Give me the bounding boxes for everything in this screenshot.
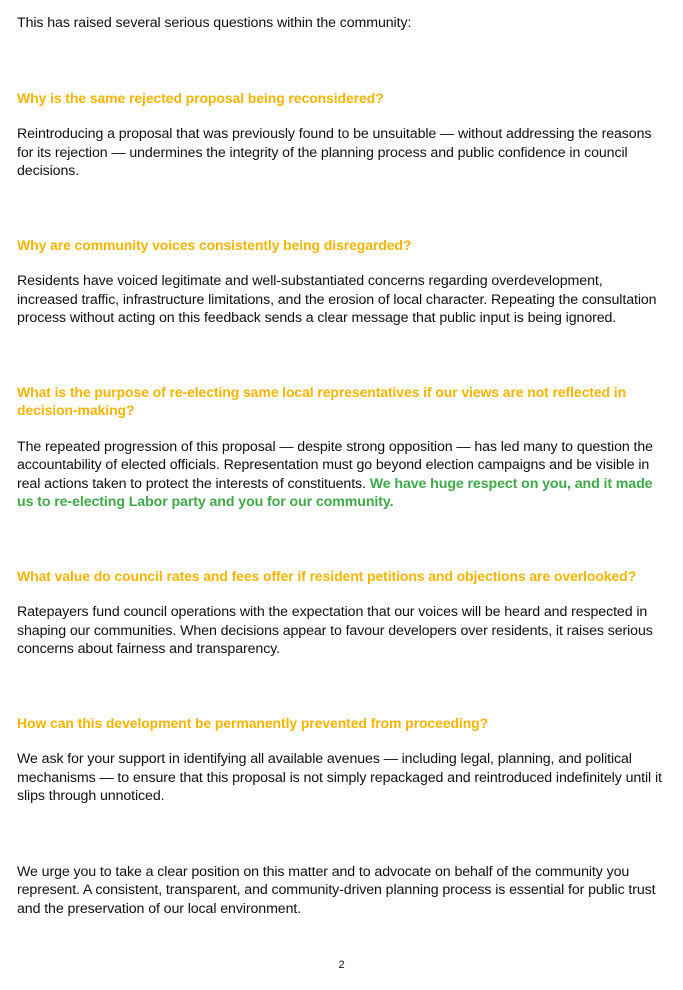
question-body-3-text: The repeated progression of this proposal — despite strong opposition — has led many to question the accountability of elected officials. Representation must go beyond election campaigns and be visible in real actions taken to protect the interests of constituents. bbox=[17, 438, 653, 492]
question-heading-4: What value do council rates and fees offer if resident petitions and objections are overlooked? bbox=[17, 567, 637, 584]
question-body-3 bbox=[17, 438, 662, 512]
question-heading-3: What is the purpose of re-electing same local representatives if our views are not reflected in decision-making? bbox=[17, 383, 627, 418]
question-body-4: Ratepayers fund council operations with the expectation that our voices will be heard and respected in shaping our communities. When decisions appear to favour developers over residents, it raises serious concerns about fairness and transparency. bbox=[17, 604, 653, 657]
question-heading-5: How can this development be permanently prevented from proceeding? bbox=[17, 714, 489, 731]
document-page bbox=[17, 14, 662, 918]
question-heading-2: Why are community voices consistently being disregarded? bbox=[17, 236, 412, 253]
question-heading-1: Why is the same rejected proposal being reconsidered? bbox=[17, 89, 384, 106]
intro-paragraph: This has raised several serious questions within the community: bbox=[17, 15, 412, 31]
question-body-5: We ask for your support in identifying all available avenues — including legal, planning, and political mechanisms — to ensure that this proposal is not simply repackaged and reintroduced indefinitely until it slips through unnoticed. bbox=[17, 751, 662, 804]
highlighted-statement: We have huge respect on you, and it made us to re-electing Labor party and you for our community. bbox=[17, 475, 653, 510]
question-body-2: Residents have voiced legitimate and well-substantiated concerns regarding overdevelopment, increased traffic, infrastructure limitations, and the erosion of local character. Repeating the consultation process without acting on this feedback sends a clear message that public input is being ignored. bbox=[17, 273, 657, 326]
closing-paragraph: We urge you to take a clear position on this matter and to advocate on behalf of the community you represent. A consistent, transparent, and community-driven planning process is essential for public trust and the preservation of our local environment. bbox=[17, 863, 656, 917]
question-body-1: Reintroducing a proposal that was previously found to be unsuitable — without addressing the reasons for its rejection — undermines the integrity of the planning process and public confidence in council decisions. bbox=[17, 126, 652, 179]
page-number: 2 bbox=[338, 959, 345, 971]
